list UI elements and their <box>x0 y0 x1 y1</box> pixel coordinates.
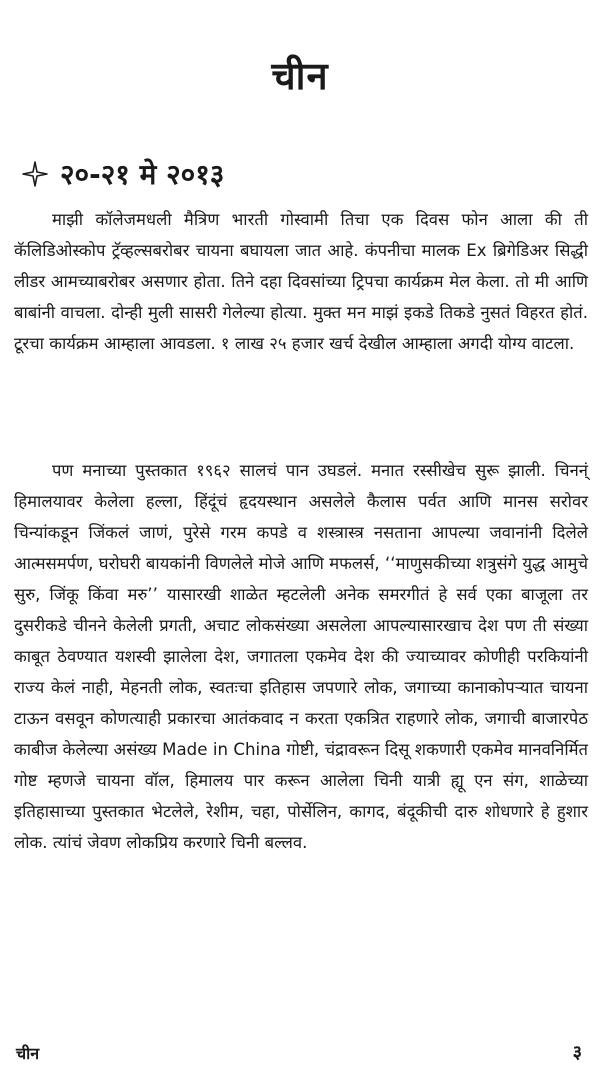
page-number: ३ <box>572 1042 582 1063</box>
body-paragraph-2: पण मनाच्या पुस्तकात १९६२ सालचं पान उघडलं. मनात रस्सीखेच सुरू झाली. चिनन्ं हिमालयावर केलेला हल्ला, हिंदूंचं हृदयस्थान असलेले कैलास पर्वत आणि मानस सरोवर चिन्यांकडून जिंकलं जाणं, पुरेसे गरम कपडे व शस्त्रास्त्र नसताना आपल्या जवानांनी दिलेले आत्मसमर्पण, घरोघरी बायकांनी विणलेले मोजे आणि मफलर्स, ‘‘माणुसकीच्या शत्रुसंगे युद्ध आमुचे सुरु, जिंकू किंवा मरु’’ यासारखी शाळेत म्हटलेली अनेक समरगीतं हे सर्व एका बाजूला तर दुसरीकडे चीनने केलेली प्रगती, अचाट लोकसंख्या असलेला आपल्यासारखाच देश पण ती संख्या काबूत ठेवण्यात यशस्वी झालेला देश, जगातला एकमेव देश की ज्याच्यावर कोणीही परकियांनी राज्य केलं नाही, मेहनती लोक, स्वतःचा इतिहास जपणारे लोक, जगाच्या कानाकोपऱ्यात चायना टाऊन वसवून कोणत्याही प्रकारचा आतंकवाद न करता एकत्रित राहणारे लोक, जगाची बाजारपेठ काबीज केलेल्या असंख्य Made in China गोष्टी, चंद्रावरून दिसू शकणारी एकमेव मानवनिर्मित गोष्ट म्हणजे चायना वॉल, हिमालय पार करून आलेला चिनी यात्री ह्यू एन संग, शाळेच्या इतिहासाच्या पुस्तकात भेटलेले, रेशीम, चहा, पोर्सेलिन, कागद, बंदूकीची दारु शोधणारे हे हुशार लोक. त्यांचं जेवण लोकप्रिय करणारे चिनी बल्लव. <box>14 461 588 852</box>
section-date-heading <box>22 155 224 193</box>
date-text: २०-२१ मे २०१३ <box>60 158 225 191</box>
running-footer-title: चीन <box>16 1044 40 1063</box>
chapter-title: चीन <box>271 54 329 99</box>
four-point-star-icon <box>22 161 48 187</box>
body-paragraph-1: माझी कॉलेजमधली मैत्रिण भारती गोस्वामी तिचा एक दिवस फोन आला की ती कॅलिडिओस्कोप ट्रॅव्हल्सबरोबर चायना बघायला जात आहे. कंपनीचा मालक Ex ब्रिगेडिअर सिद्धी लीडर आमच्याबरोबर असणार होता. तिने दहा दिवसांच्या ट्रिपचा कार्यक्रम मेल केला. तो मी आणि बाबांनी वाचला. दोन्ही मुली सासरी गेलेल्या होत्या. मुक्त मन माझं इकडे तिकडे नुसतं विहरत होतं. टूरचा कार्यक्रम आम्हाला आवडला. १ लाख २५ हजार खर्च देखील आम्हाला अगदी योग्य वाटला. <box>14 210 588 353</box>
